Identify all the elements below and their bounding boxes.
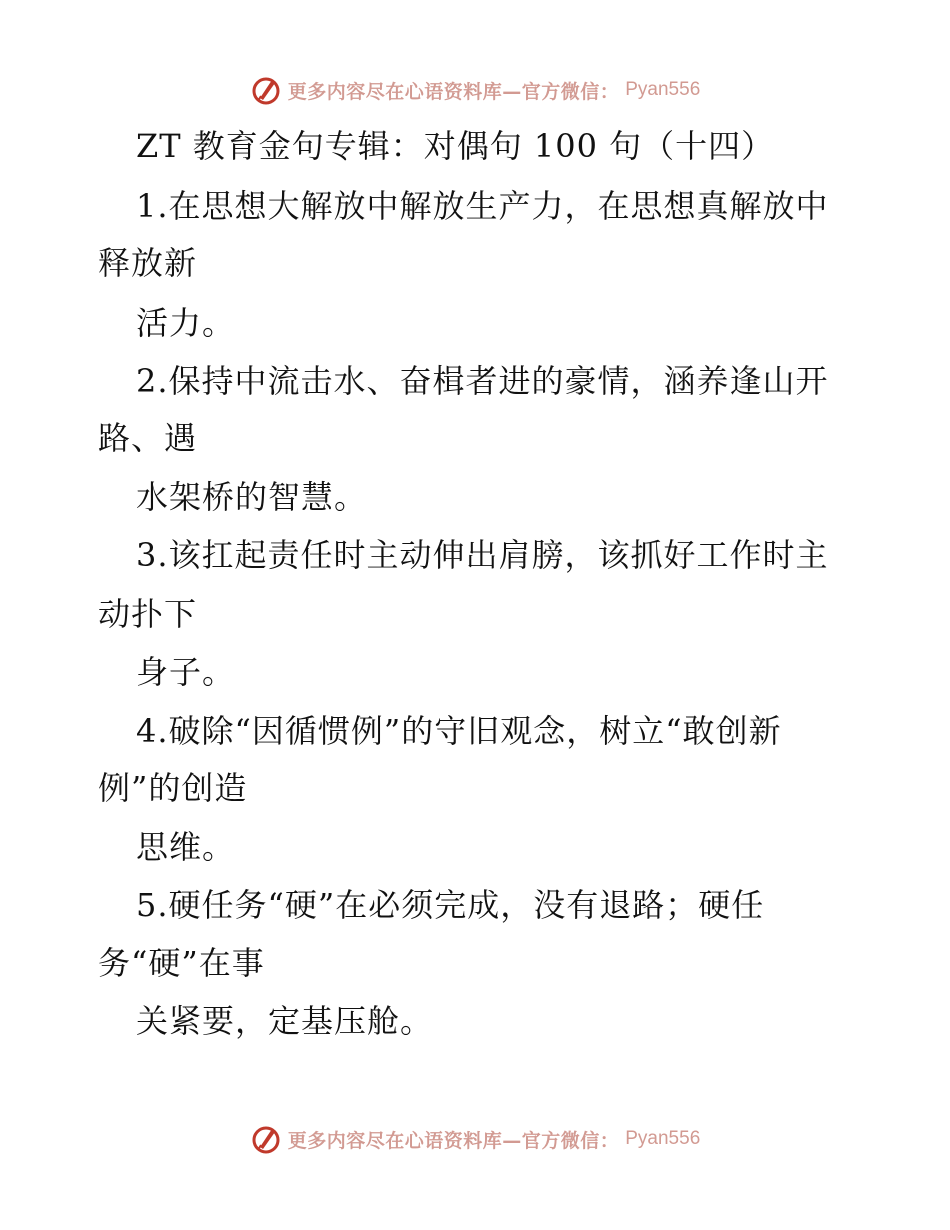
quill-logo-icon (250, 1123, 282, 1155)
text-line-7: 3.该扛起责任时主动伸出肩膀，该抓好工作时主 (136, 536, 829, 574)
text-line-15: 关紧要，定基压舱。 (136, 1002, 434, 1040)
text-line-13: 5.硬任务“硬”在必须完成，没有退路；硬任 (136, 886, 765, 924)
header-watermark-id: Pyan556 (625, 79, 701, 100)
quill-logo-icon (250, 74, 282, 106)
text-line-2: 释放新 (98, 244, 198, 282)
text-line-6: 水架桥的智慧。 (136, 478, 368, 516)
header-watermark-text: 更多内容尽在心语资料库—官方微信： (287, 80, 620, 103)
text-line-8: 动扑下 (98, 595, 198, 633)
document-title: ZT 教育金句专辑：对偶句 100 句（十四） (136, 127, 775, 165)
footer-watermark (0, 1119, 950, 1159)
text-line-5: 路、遇 (98, 419, 198, 457)
text-line-3: 活力。 (136, 304, 236, 342)
text-line-1: 1.在思想大解放中解放生产力，在思想真解放中 (136, 187, 829, 225)
text-line-10: 4.破除“因循惯例”的守旧观念，树立“敢创新 (136, 712, 782, 750)
text-line-9: 身子。 (136, 653, 236, 691)
text-line-4: 2.保持中流击水、奋楫者进的豪情，涵养逢山开 (136, 362, 829, 400)
text-line-12: 思维。 (136, 828, 236, 866)
text-line-11: 例”的创造 (98, 769, 248, 807)
footer-watermark-id: Pyan556 (625, 1128, 701, 1149)
footer-watermark-text: 更多内容尽在心语资料库—官方微信： (287, 1129, 620, 1152)
header-watermark (0, 70, 950, 110)
text-line-14: 务“硬”在事 (98, 944, 265, 982)
